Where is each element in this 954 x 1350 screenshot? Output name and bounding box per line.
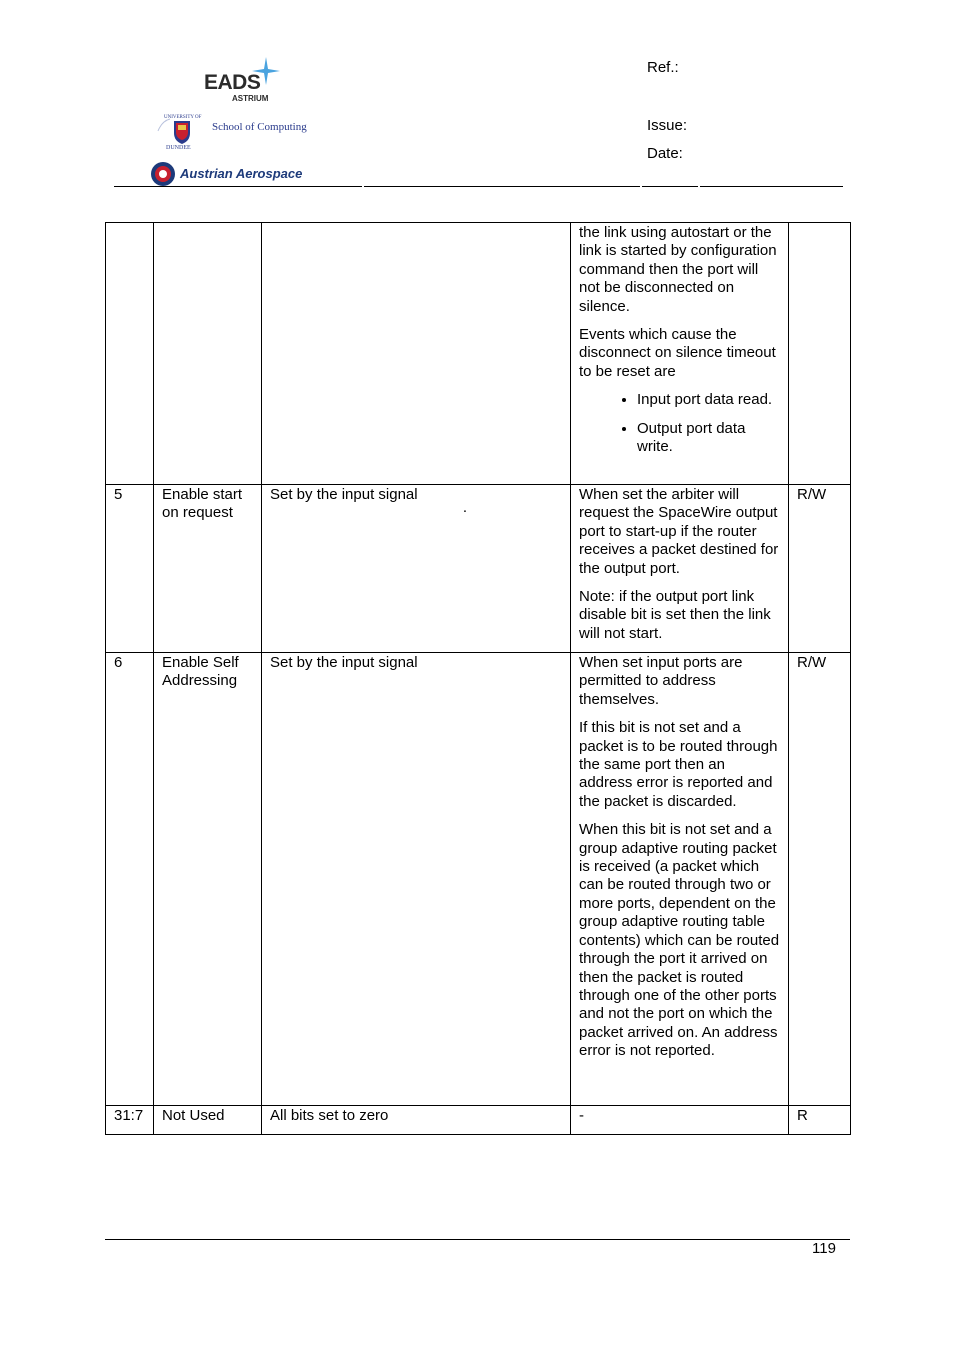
austrian-aerospace-logo bbox=[150, 161, 350, 187]
reset-cell bbox=[262, 485, 571, 653]
bit-cell: 5 bbox=[106, 485, 154, 653]
name-cell: Not Used bbox=[154, 1106, 262, 1135]
description-cell bbox=[571, 223, 789, 485]
bit-cell: 31:7 bbox=[106, 1106, 154, 1135]
reset-cell bbox=[262, 223, 571, 485]
page-number: 119 bbox=[812, 1240, 836, 1257]
description-cell: - bbox=[571, 1106, 789, 1135]
description-cell bbox=[571, 653, 789, 1106]
austrian-aerospace-emblem-icon bbox=[150, 161, 176, 187]
school-of-computing-text: School of Computing bbox=[212, 121, 307, 133]
name-cell: Enable Self Addressing bbox=[154, 653, 262, 1106]
access-cell: R/W bbox=[789, 653, 851, 1106]
table-row bbox=[106, 223, 851, 485]
bullet-list bbox=[579, 391, 780, 456]
table-row bbox=[106, 653, 851, 1106]
date-label: Date: bbox=[647, 145, 683, 162]
dundee-label: DUNDEE bbox=[166, 145, 191, 151]
reset-extra: . bbox=[462, 499, 467, 517]
description-paragraph: Note: if the output port link disable bit is set then the link will not start. bbox=[579, 588, 771, 642]
description-paragraph: Events which cause the disconnect on silence timeout to be reset are bbox=[579, 326, 776, 380]
dundee-logo bbox=[150, 111, 330, 155]
list-item: • Output port data write. bbox=[637, 420, 780, 457]
eads-astrium-logo bbox=[204, 57, 284, 107]
name-cell bbox=[154, 223, 262, 485]
access-cell bbox=[789, 223, 851, 485]
footer-rule bbox=[105, 1239, 850, 1240]
bit-cell: 6 bbox=[106, 653, 154, 1106]
name-cell: Enable start on request bbox=[154, 485, 262, 653]
astrium-logo-text: ASTRIUM bbox=[232, 94, 269, 103]
bit-cell bbox=[106, 223, 154, 485]
description-paragraph: When this bit is not set and a group adaptive routing packet is received (a packet which can be routed through two or more ports, dependent on the group adaptive routing table contents) which can be routed through the port it arrived on then the packet is routed through one of the other ports and not the port on which the packet arrived on. An address error is not reported. bbox=[579, 821, 780, 1060]
header-rule bbox=[114, 186, 362, 187]
header-rule bbox=[364, 186, 640, 187]
description-paragraph: When set input ports are permitted to address themselves. bbox=[579, 654, 743, 708]
header-rule bbox=[642, 186, 698, 187]
access-cell: R bbox=[789, 1106, 851, 1135]
header-rule bbox=[700, 186, 843, 187]
description-cell bbox=[571, 485, 789, 653]
description-paragraph: When set the arbiter will request the SpaceWire output port to start-up if the router receives a packet destined for the output port. bbox=[579, 486, 779, 577]
issue-label: Issue: bbox=[647, 117, 688, 134]
reset-cell: All bits set to zero bbox=[262, 1106, 571, 1135]
reset-cell: Set by the input signal bbox=[262, 653, 571, 1106]
list-item: • Input port data read. bbox=[637, 391, 780, 409]
dundee-crest-arc-text: UNIVERSITY OF bbox=[164, 115, 202, 120]
eads-logo-text: EADS bbox=[204, 71, 261, 94]
register-table bbox=[105, 222, 851, 1135]
table-row bbox=[106, 1106, 851, 1135]
ref-label: Ref.: bbox=[647, 59, 679, 76]
header-logos bbox=[148, 55, 348, 190]
reset-text: Set by the input signal bbox=[270, 486, 418, 503]
description-paragraph: If this bit is not set and a packet is to be routed through the same port then an address error is reported and the packet is discarded. bbox=[579, 719, 778, 810]
austrian-aerospace-text: Austrian Aerospace bbox=[180, 166, 303, 181]
table-row bbox=[106, 485, 851, 653]
description-paragraph: the link using autostart or the link is started by configuration command then the port will not be disconnected on silence. bbox=[579, 224, 777, 315]
access-cell: R/W bbox=[789, 485, 851, 653]
